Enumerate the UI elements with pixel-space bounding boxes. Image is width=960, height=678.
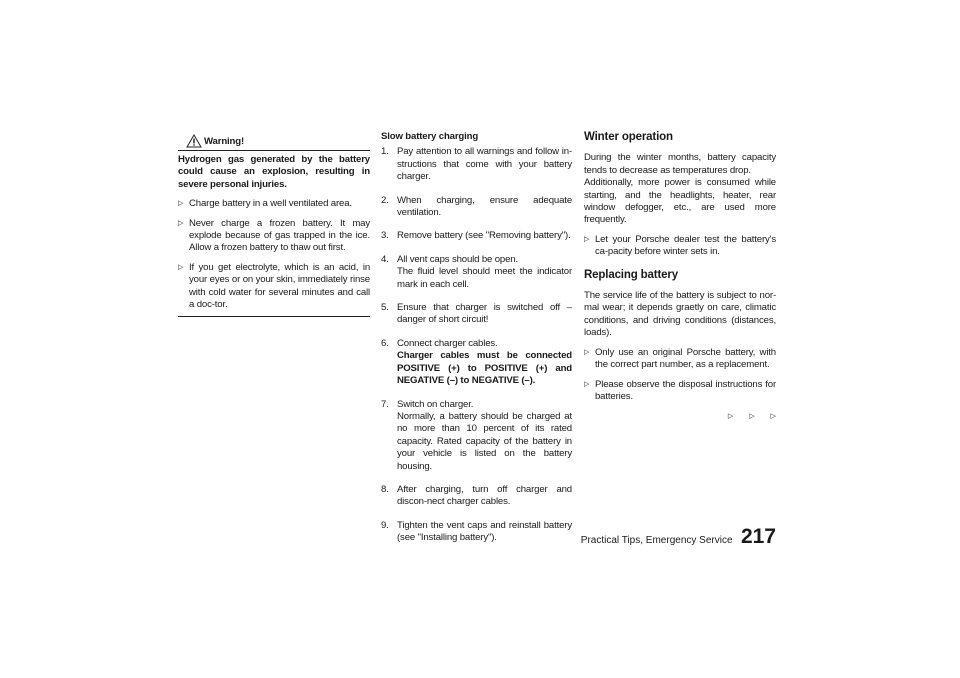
step-number: 2.	[381, 194, 389, 206]
step-item	[381, 146, 572, 183]
step-item	[381, 230, 572, 242]
slow-charging-column	[381, 131, 572, 556]
bullet-arrow-icon: ▷	[584, 348, 590, 356]
warning-bullet: ▷ Charge battery in a well ventilated area.	[178, 198, 352, 210]
warning-bullet: ▷ Never charge a frozen battery. It may explode because of gas trapped in the ice. Allow a frozen battery to thaw out first.	[178, 217, 370, 254]
step-text: Connect charger cables.	[397, 337, 498, 349]
step-text: Switch on charger.	[397, 398, 474, 410]
winter-bullet: ▷ Let your Porsche dealer test the battery's ca-pacity before winter sets in.	[584, 233, 776, 258]
slow-charging-title: Slow battery charging	[381, 131, 479, 142]
step-item	[381, 338, 572, 388]
warning-header	[178, 136, 370, 151]
winter-operation-heading: Winter operation	[584, 131, 673, 143]
step-text: All vent caps should be open.	[397, 253, 518, 265]
step-text: Pay attention to all warnings and follow in-structions that come with your battery charger.	[397, 146, 572, 183]
bullet-arrow-icon: ▷	[178, 219, 184, 227]
step-item	[381, 399, 572, 473]
battery-info-column	[584, 131, 776, 424]
step-text: Remove battery (see "Removing battery").	[397, 230, 571, 242]
winter-paragraph: During the winter months, battery capacity tends to decrease as temperatures drop.	[584, 152, 776, 176]
step-text: Ensure that charger is switched off – danger of short circuit!	[397, 302, 572, 326]
section-name: Practical Tips, Emergency Service	[580, 535, 733, 546]
step-note: Normally, a battery should be charged at no more than 10 percent of its rated capacity. Rated capacity of the battery in your vehicle is listed on the battery housing.	[397, 410, 572, 472]
replacing-paragraph: The service life of the battery is subject to nor-mal wear; it depends graetly on care, climatic conditions, and driving conditions (distances, loads).	[584, 290, 776, 339]
step-number: 4.	[381, 253, 389, 265]
warning-triangle-icon	[186, 134, 202, 148]
replacing-bullet: ▷ Only use an original Porsche battery, with the correct part number, as a replacement.	[584, 346, 776, 371]
bullet-arrow-icon: ▷	[584, 380, 590, 388]
step-text: Tighten the vent caps and reinstall battery (see "Installing battery").	[397, 519, 572, 544]
step-number: 7.	[381, 398, 389, 410]
bullet-arrow-icon: ▷	[178, 200, 184, 208]
step-number: 9.	[381, 519, 389, 531]
step-item	[381, 520, 572, 545]
step-text: When charging, ensure adequate ventilation.	[397, 194, 572, 219]
bullet-arrow-icon: ▷	[178, 263, 184, 271]
step-number: 3.	[381, 230, 389, 242]
step-number: 8.	[381, 483, 389, 495]
step-emphasis: Charger cables must be connected POSITIVE (+) to POSITIVE (+) and NEGATIVE (–) to NEGATIVE (–).	[397, 350, 572, 387]
continue-arrows	[584, 411, 776, 423]
winter-paragraph-2: Additionally, more power is consumed while starting, and the headlights, heater, rear window defogger, etc., are used more frequently.	[584, 177, 776, 226]
replacing-bullet: ▷ Please observe the disposal instructions for batteries.	[584, 378, 776, 402]
continue-arrow-icon: ▷	[749, 413, 755, 421]
continue-arrow-icon: ▷	[727, 413, 734, 421]
step-text: After charging, turn off charger and discon-nect charger cables.	[397, 483, 572, 508]
replacing-battery-heading: Replacing battery	[584, 268, 678, 281]
warning-bullet: ▷ If you get electrolyte, which is an acid, in your eyes or on your skin, immediately rinse with cold water for several minutes and call a doc-tor.	[178, 261, 370, 311]
step-item	[381, 254, 572, 291]
warning-divider	[178, 316, 370, 317]
step-item	[381, 195, 572, 220]
page-number: 217	[740, 525, 776, 548]
warning-column	[178, 136, 370, 317]
step-item	[381, 302, 572, 327]
step-note: The fluid level should meet the indicator mark in each cell.	[397, 266, 572, 290]
step-number: 6.	[381, 337, 389, 349]
bullet-arrow-icon: ▷	[584, 235, 590, 243]
warning-text: Hydrogen gas generated by the battery could cause an explosion, resulting in severe personal injuries.	[178, 154, 370, 190]
step-number: 1.	[381, 146, 389, 158]
step-number: 5.	[381, 302, 389, 314]
page-footer	[560, 525, 776, 549]
warning-title: Warning!	[204, 136, 245, 147]
step-item	[381, 484, 572, 509]
continue-arrow-icon: ▷	[770, 413, 776, 421]
